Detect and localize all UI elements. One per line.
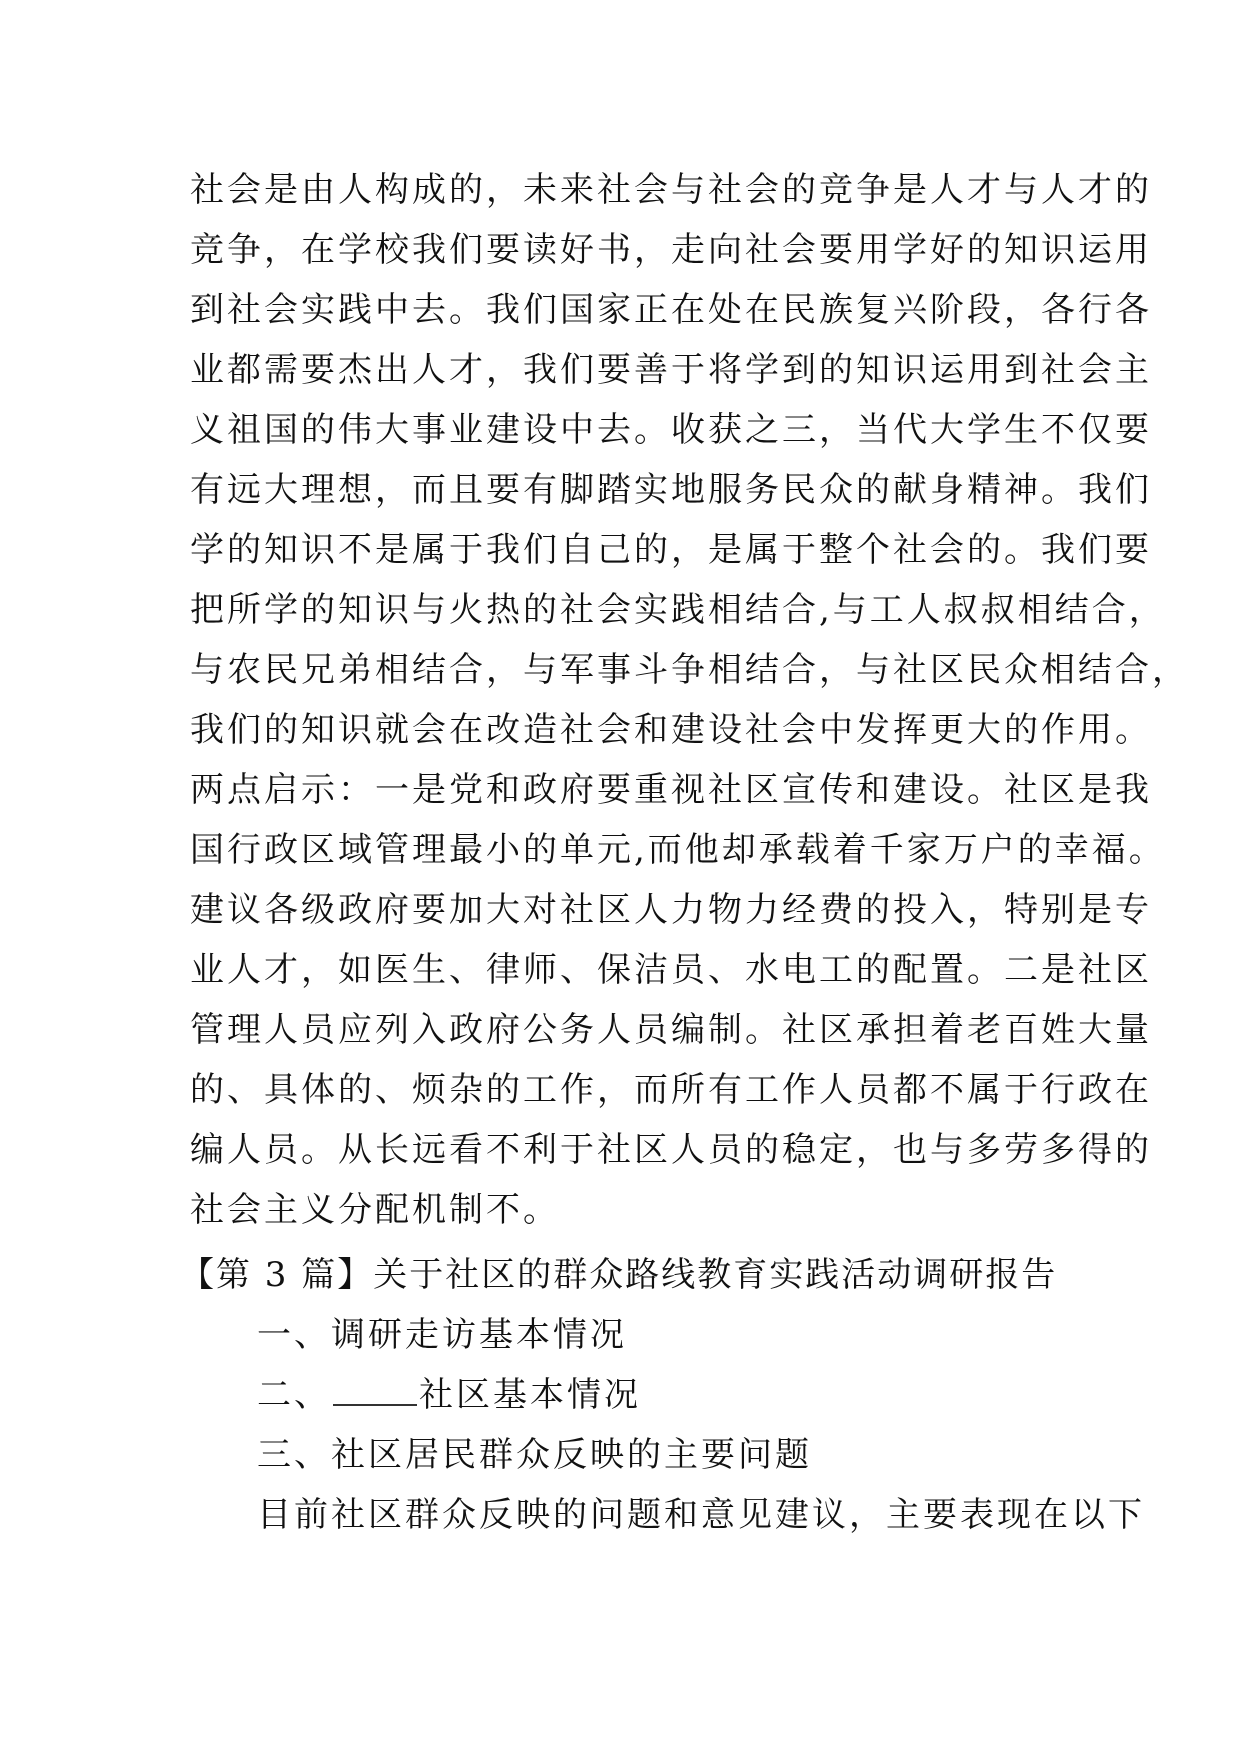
- text-line: 到社会实践中去。我们国家正在处在民族复兴阶段，各行各: [190, 290, 1152, 330]
- text-line: 把所学的知识与火热的社会实践相结合,与工人叔叔相结合，: [190, 590, 1166, 630]
- text-line: 我们的知识就会在改造社会和建设社会中发挥更大的作用。: [190, 710, 1152, 750]
- text-line: 建议各级政府要加大对社区人力物力经费的投入，特别是专: [190, 890, 1152, 930]
- section-item-1: 一、调研走访基本情况: [257, 1315, 627, 1355]
- item-2-prefix: 二、: [257, 1375, 331, 1415]
- text-line: 两点启示：一是党和政府要重视社区宣传和建设。社区是我: [190, 770, 1152, 810]
- section-3: [180, 1245, 1145, 1545]
- text-line: 的、具体的、烦杂的工作，而所有工作人员都不属于行政在: [190, 1070, 1152, 1110]
- section-item-3: 三、社区居民群众反映的主要问题: [257, 1435, 812, 1475]
- text-line: 社会是由人构成的，未来社会与社会的竞争是人才与人才的: [190, 170, 1152, 210]
- body-text: [190, 160, 1189, 1240]
- item-2-suffix: 社区基本情况: [419, 1375, 641, 1415]
- fill-in-blank: [333, 1378, 417, 1406]
- text-line: 编人员。从长远看不利于社区人员的稳定，也与多劳多得的: [190, 1130, 1152, 1170]
- text-line: 竞争，在学校我们要读好书，走向社会要用学好的知识运用: [190, 230, 1152, 270]
- text-line: 与农民兄弟相结合，与军事斗争相结合，与社区民众相结合，: [190, 650, 1189, 690]
- section-item-2: [190, 1365, 1070, 1425]
- text-line: 社会主义分配机制不。: [190, 1190, 560, 1230]
- section-heading: 【第 3 篇】关于社区的群众路线教育实践活动调研报告: [180, 1255, 1058, 1295]
- text-line: 国行政区域管理最小的单元,而他却承载着千家万户的幸福。: [190, 830, 1166, 870]
- text-line: 有远大理想，而且要有脚踏实地服务民众的献身精神。我们: [190, 470, 1152, 510]
- text-line: 义祖国的伟大事业建设中去。收获之三，当代大学生不仅要: [190, 410, 1152, 450]
- text-line: 管理人员应列入政府公务人员编制。社区承担着老百姓大量: [190, 1010, 1152, 1050]
- section-item-4: 目前社区群众反映的问题和意见建议，主要表现在以下: [257, 1495, 1145, 1535]
- text-line: 业都需要杰出人才，我们要善于将学到的知识运用到社会主: [190, 350, 1152, 390]
- text-line: 业人才，如医生、律师、保洁员、水电工的配置。二是社区: [190, 950, 1152, 990]
- text-line: 学的知识不是属于我们自己的，是属于整个社会的。我们要: [190, 530, 1152, 570]
